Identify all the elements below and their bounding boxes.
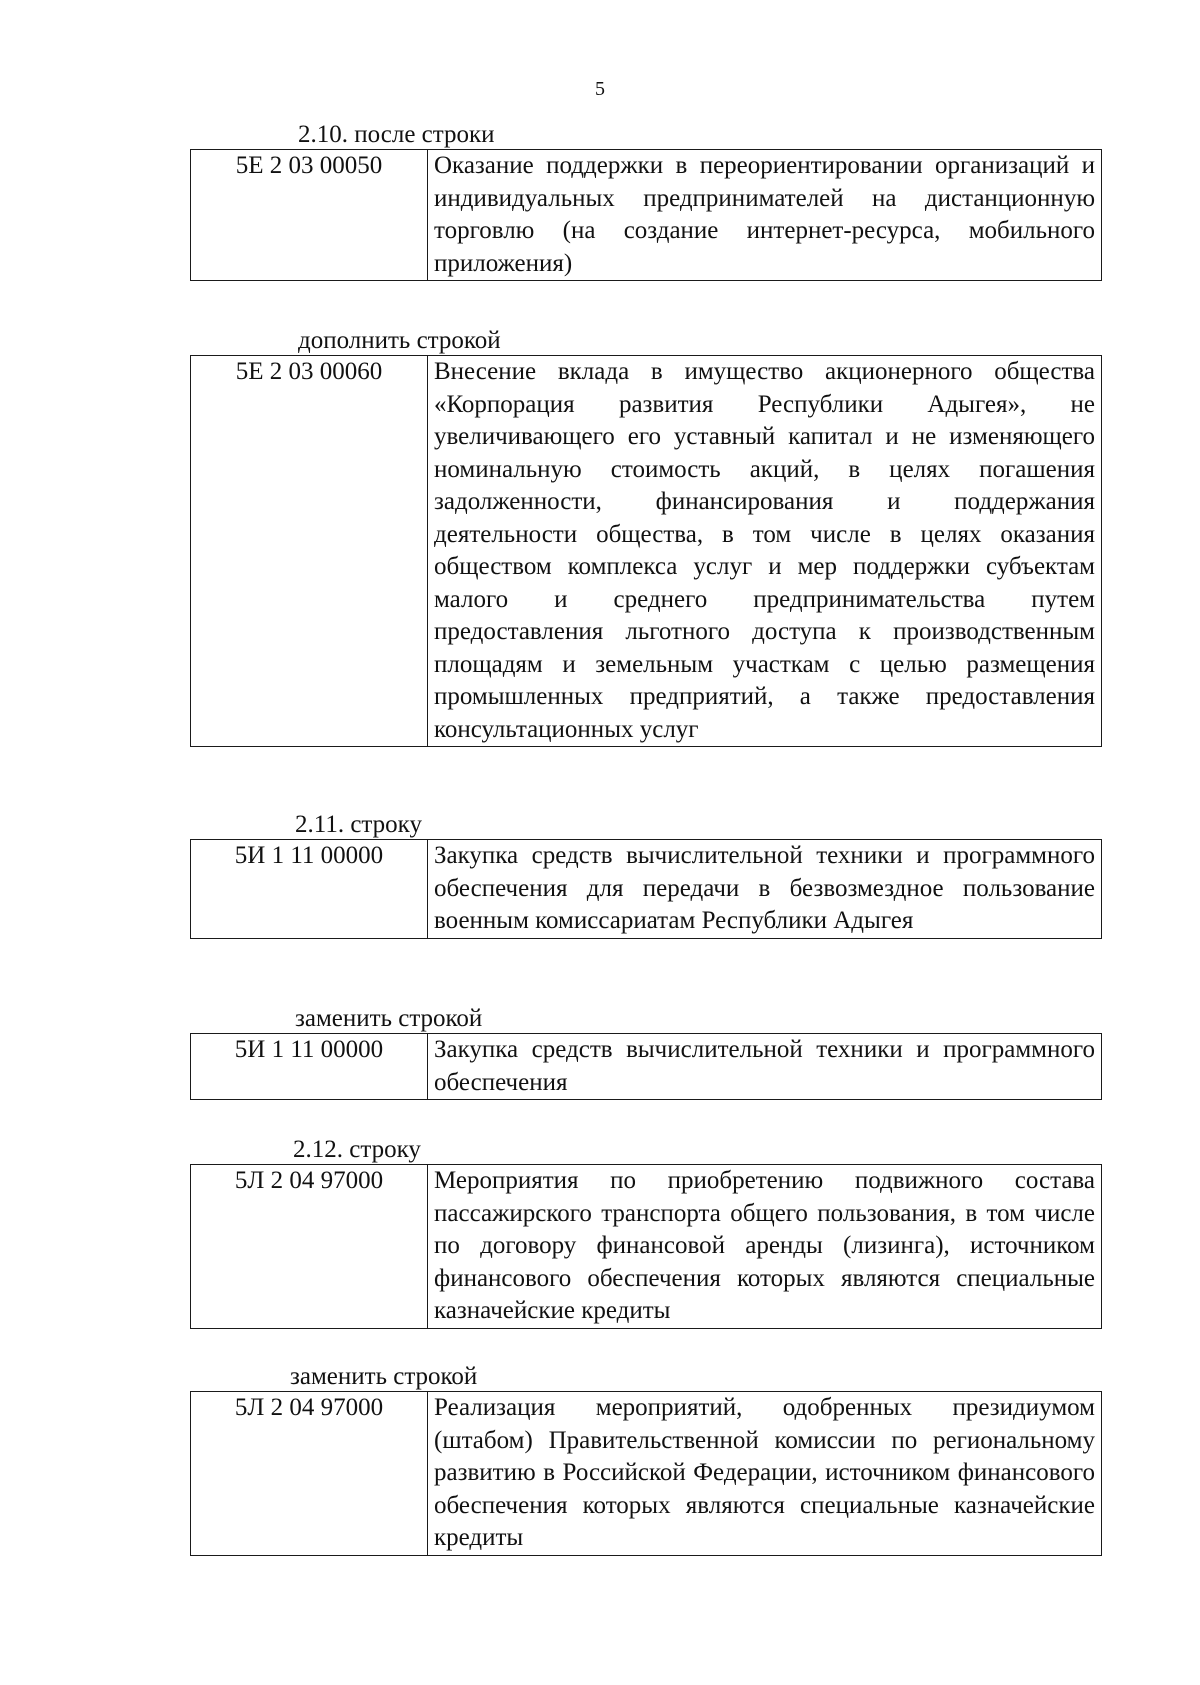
amendment-table	[190, 1033, 1102, 1100]
table-row	[191, 1034, 1102, 1100]
section-caption: заменить строкой	[290, 1363, 478, 1390]
section-caption: 2.11. строку	[295, 811, 422, 838]
table-row	[191, 1392, 1102, 1556]
amendment-table	[190, 149, 1102, 281]
section-caption: заменить строкой	[295, 1005, 483, 1032]
amendment-table	[190, 839, 1102, 939]
table-row	[191, 356, 1102, 747]
page-number: 5	[595, 78, 605, 100]
section-caption: дополнить строкой	[298, 327, 501, 354]
budget-code-cell: 5И 1 11 00000	[191, 1034, 428, 1100]
amendment-table	[190, 1164, 1102, 1329]
table-row	[191, 1165, 1102, 1329]
table-row	[191, 840, 1102, 939]
section-caption: 2.10. после строки	[298, 121, 495, 148]
description-cell: Закупка средств вычислительной техники и программного обеспечения	[428, 1034, 1102, 1100]
description-cell: Закупка средств вычислительной техники и программного обеспечения для передачи в безвозмездное пользование военным комиссариатам Республики Адыгея	[428, 840, 1102, 939]
description-cell: Реализация мероприятий, одобренных президиумом (штабом) Правительственной комиссии по региональному развитию в Российской Федерации, источником финансового обеспечения которых являются специальные казначейские кредиты	[428, 1392, 1102, 1556]
section-caption: 2.12. строку	[293, 1136, 421, 1163]
budget-code-cell: 5Л 2 04 97000	[191, 1392, 428, 1556]
budget-code-cell: 5Л 2 04 97000	[191, 1165, 428, 1329]
description-cell: Оказание поддержки в переориентировании организаций и индивидуальных предпринимателей на дистанционную торговлю (на создание интернет-ресурса, мобильного приложения)	[428, 150, 1102, 281]
amendment-table	[190, 355, 1102, 747]
budget-code-cell: 5И 1 11 00000	[191, 840, 428, 939]
budget-code-cell: 5Е 2 03 00060	[191, 356, 428, 747]
budget-code-cell: 5Е 2 03 00050	[191, 150, 428, 281]
amendment-table	[190, 1391, 1102, 1556]
description-cell: Мероприятия по приобретению подвижного состава пассажирского транспорта общего пользования, в том числе по договору финансовой аренды (лизинга), источником финансового обеспечения которых являются специальные казначейские кредиты	[428, 1165, 1102, 1329]
description-cell: Внесение вклада в имущество акционерного общества «Корпорация развития Республики Адыгея», не увеличивающего его уставный капитал и не изменяющего номинальную стоимость акций, в целях погашения задолженности, финансирования и поддержания деятельности общества, в том числе в целях оказания обществом комплекса услуг и мер поддержки субъектам малого и среднего предпринимательства путем предоставления льготного доступа к производственным площадям и земельным участкам с целью размещения промышленных предприятий, а также предоставления консультационных услуг	[428, 356, 1102, 747]
table-row	[191, 150, 1102, 281]
